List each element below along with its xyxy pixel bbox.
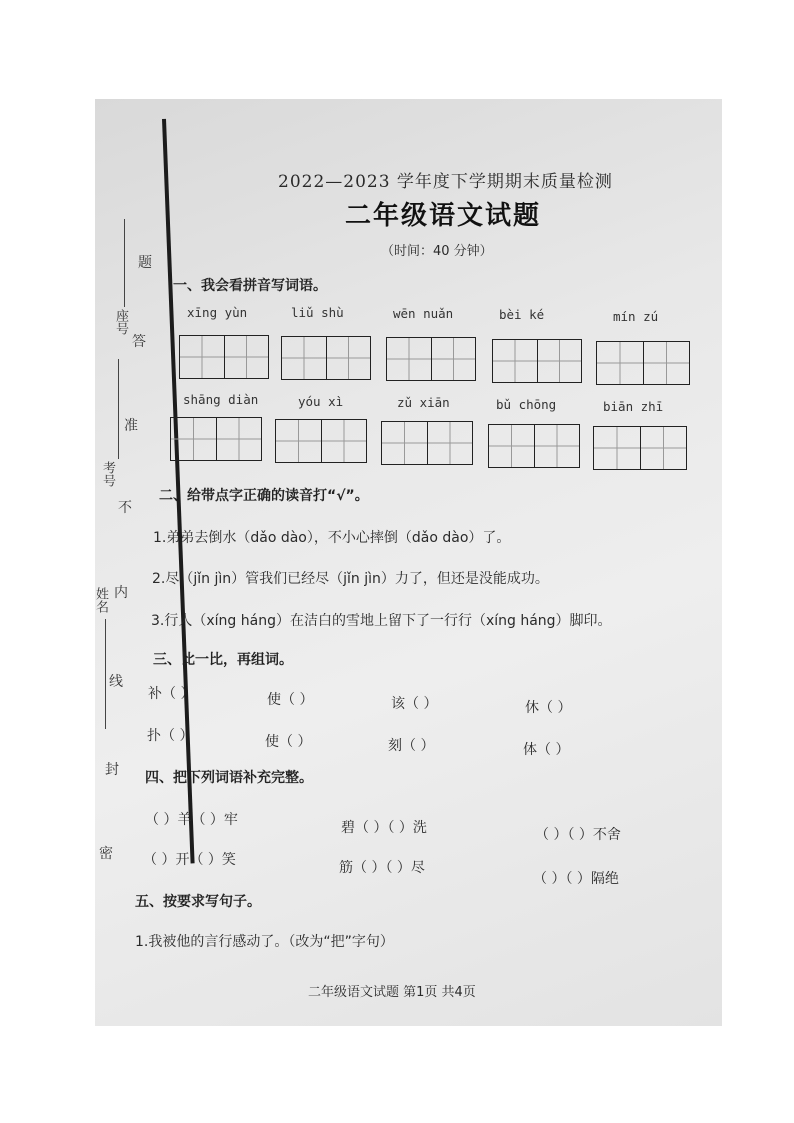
page-title: 二年级语文试题 xyxy=(345,201,542,231)
pinyin-3: wēn nuǎn xyxy=(393,306,454,321)
compare-item: 补（ ） xyxy=(148,686,195,702)
exam-time: （时间：40 分钟） xyxy=(381,244,493,259)
section2-title: 二、给带点字正确的读音打“√”。 xyxy=(159,488,369,504)
compare-item: 该（ ） xyxy=(391,696,438,712)
writing-grid[interactable] xyxy=(492,339,582,383)
compare-item: 使（ ） xyxy=(265,734,312,750)
name-label: 姓名 xyxy=(93,587,108,613)
name-underline xyxy=(105,619,106,729)
section4-title: 四、把下列词语补充完整。 xyxy=(145,770,313,786)
exam-photo xyxy=(95,99,722,1026)
idiom-item: 筋（ ）（ ）尽 xyxy=(339,860,425,876)
pinyin-9: bǔ chōng xyxy=(496,397,557,412)
pinyin-1: xīng yùn xyxy=(187,305,248,320)
writing-grid[interactable] xyxy=(593,426,687,470)
pinyin-2: liǔ shù xyxy=(291,305,344,320)
binding-char-4: 不 xyxy=(118,500,132,516)
binding-char-6: 线 xyxy=(109,674,123,690)
idiom-item: （ ）羊（ ）牢 xyxy=(145,812,238,828)
seat-underline xyxy=(124,219,125,307)
writing-grid[interactable] xyxy=(170,417,262,461)
compare-item: 扑（ ） xyxy=(147,728,194,744)
section5-title: 五、按要求写句子。 xyxy=(135,894,261,910)
question-5-1: 1.我被他的言行感动了。（改为“把”字句） xyxy=(135,934,394,950)
pinyin-7: yóu xì xyxy=(298,394,344,409)
binding-char-8: 密 xyxy=(99,846,113,862)
writing-grid[interactable] xyxy=(381,421,473,465)
page-footer: 二年级语文试题 第1页 共4页 xyxy=(308,985,476,1000)
binding-char-5: 内 xyxy=(114,585,128,601)
exam-year: 2022—2023 学年度下学期期末质量检测 xyxy=(278,172,613,192)
writing-grid[interactable] xyxy=(596,341,690,385)
exam-no-label: 考号 xyxy=(100,461,115,487)
idiom-item: （ ）（ ）隔绝 xyxy=(533,871,619,887)
seat-label: 座号 xyxy=(113,309,128,335)
pinyin-8: zǔ xiān xyxy=(397,395,450,410)
question-2-3: 3.行人（xíng háng）在洁白的雪地上留下了一行行（xíng háng）脚印。 xyxy=(151,613,612,629)
binding-char-3: 准 xyxy=(124,418,138,434)
idiom-item: （ ）（ ）不舍 xyxy=(535,827,621,843)
pinyin-4: bèi ké xyxy=(499,307,545,322)
writing-grid[interactable] xyxy=(386,337,476,381)
section3-title: 三、比一比，再组词。 xyxy=(153,652,293,668)
writing-grid[interactable] xyxy=(179,335,269,379)
pinyin-10: biān zhī xyxy=(603,399,664,414)
compare-item: 刻（ ） xyxy=(388,738,435,754)
compare-item: 体（ ） xyxy=(523,742,570,758)
question-2-2: 2.尽（jǐn jìn）管我们已经尽（jǐn jìn）力了，但还是没能成功。 xyxy=(152,571,549,587)
writing-grid[interactable] xyxy=(488,424,580,468)
idiom-item: （ ）开（ ）笑 xyxy=(143,852,236,868)
compare-item: 休（ ） xyxy=(525,700,572,716)
binding-char-7: 封 xyxy=(105,762,119,778)
question-2-1: 1.弟弟去倒水（dǎo dào），不小心摔倒（dǎo dào）了。 xyxy=(153,530,511,546)
pinyin-5: mín zú xyxy=(613,309,659,324)
idiom-item: 碧（ ）（ ）洗 xyxy=(341,820,427,836)
writing-grid[interactable] xyxy=(275,419,367,463)
compare-item: 使（ ） xyxy=(267,692,314,708)
pinyin-6: shāng diàn xyxy=(183,392,259,407)
binding-char-2: 答 xyxy=(132,334,146,350)
writing-grid[interactable] xyxy=(281,336,371,380)
binding-char-1: 题 xyxy=(138,255,152,271)
exam-no-underline xyxy=(118,359,119,459)
section1-title: 一、我会看拼音写词语。 xyxy=(173,278,327,294)
